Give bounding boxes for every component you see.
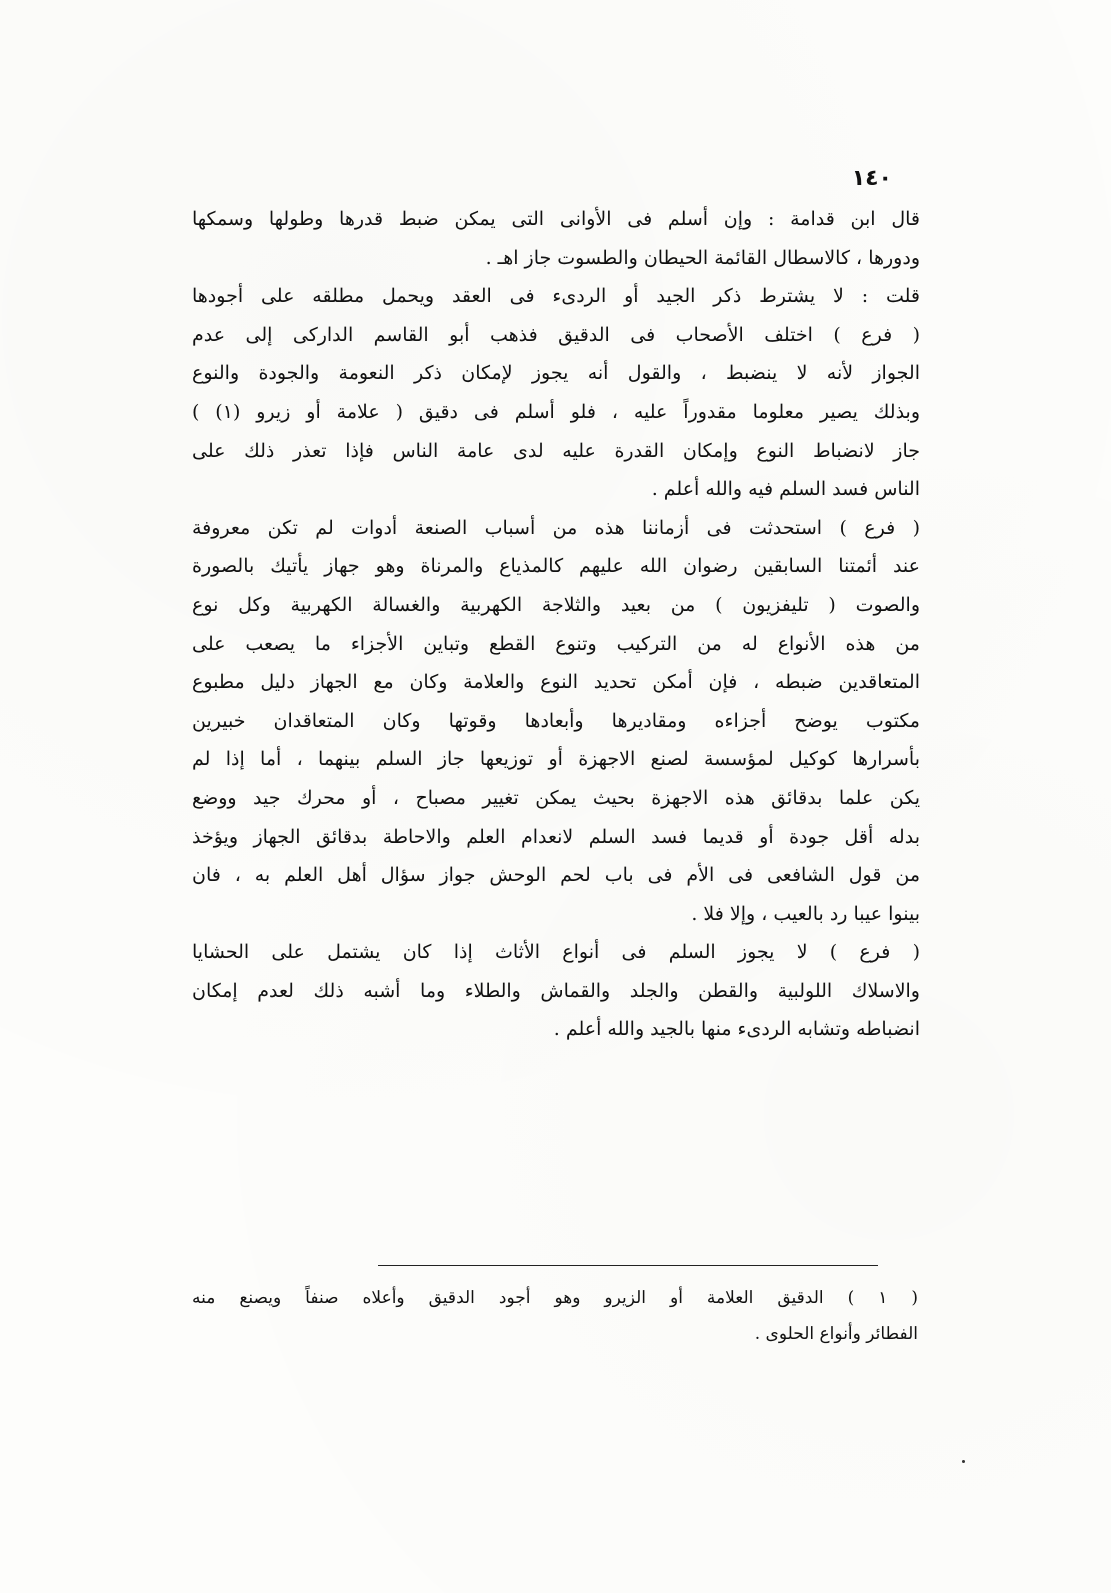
text-line: مكتوب يوضح أجزاءه ومقاديرها وأبعادها وقوتها وكان المتعاقدان خبيرين xyxy=(192,709,920,732)
text-line: عند أئمتنا السابقين رضوان الله عليهم كالمذياع والمرناة وهو جهاز يأتيك بالصورة xyxy=(192,555,920,578)
text-line: ( فرع ) لا يجوز السلم فى أنواع الأثاث إذا كان يشتمل على الحشايا xyxy=(192,941,920,964)
main-text xyxy=(192,200,920,1049)
text-line: ودورها ، كالاسطال القائمة الحيطان والطسوت جاز اهـ . xyxy=(485,246,920,269)
text-line: بينوا عيبا رد بالعيب ، وإلا فلا . xyxy=(691,902,920,925)
text-line: والاسلاك اللولبية والقطن والجلد والقماش والطلاء وما أشبه ذلك لعدم إمكان xyxy=(192,979,920,1002)
page-number: ١٤٠ xyxy=(851,166,892,191)
text-line: من قول الشافعى فى الأم فى باب لحم الوحش جواز سؤال أهل العلم به ، فان xyxy=(192,864,920,887)
text-line: المتعاقدين ضبطه ، فإن أمكن تحديد النوع والعلامة وكان مع الجهاز دليل مطبوع xyxy=(192,671,920,694)
text-line: والصوت ( تليفزيون ) من بعيد والثلاجة الكهربية والغسالة الكهربية وكل نوع xyxy=(192,593,920,616)
text-line: من هذه الأنواع له من التركيب وتنوع القطع وتباين الأجزاء ما يصعب على xyxy=(192,632,920,655)
text-line: وبذلك يصير معلوما مقدوراً عليه ، فلو أسلم فى دقيق ( علامة أو زيرو (١) ) xyxy=(192,400,920,423)
text-line: ( فرع ) استحدثت فى أزماننا هذه من أسباب الصنعة أدوات لم تكن معروفة xyxy=(192,516,920,539)
footnote-line: الفطائر وأنواع الحلوى . xyxy=(754,1324,918,1344)
text-line: ( فرع ) اختلف الأصحاب فى الدقيق فذهب أبو القاسم الدارکى إلى عدم xyxy=(192,323,920,346)
text-line: بدله أقل جودة أو قديما فسد السلم لانعدام العلم والاحاطة بدقائق الجهاز ويؤخذ xyxy=(192,825,920,848)
text-line: جاز لانضباط النوع وإمكان القدرة عليه لدى عامة الناس فإذا تعذر ذلك على xyxy=(192,439,920,462)
text-line: الجواز لأنه لا ينضبط ، والقول أنه يجوز لإمكان ذكر النعومة والجودة والنوع xyxy=(192,362,920,385)
scan-speck xyxy=(962,1460,965,1463)
text-line: قال ابن قدامة : وإن أسلم فى الأوانى التى يمكن ضبط قدرها وطولها وسمكها xyxy=(192,208,920,230)
text-line: يكن علما بدقائق هذه الاجهزة بحيث يمكن تغيير مصباح ، أو محرك جيد ووضع xyxy=(192,786,920,809)
footnote xyxy=(192,1280,918,1352)
text-line: انضباطه وتشابه الردىء منها بالجيد والله أعلم . xyxy=(553,1018,920,1041)
text-line: قلت : لا يشترط ذكر الجيد أو الردىء فى العقد ويحمل مطلقه على أجودها xyxy=(192,285,920,308)
footnote-divider xyxy=(378,1265,878,1266)
text-line: الناس فسد السلم فيه والله أعلم . xyxy=(651,478,920,501)
footnote-line: ( ١ ) الدقيق العلامة أو الزيرو وهو أجود الدقيق وأعلاه صنفاً ويصنع منه xyxy=(192,1288,918,1308)
text-line: بأسرارها كوكيل لمؤسسة لصنع الاجهزة أو توزيعها جاز السلم بينهما ، أما إذا لم xyxy=(192,748,920,771)
